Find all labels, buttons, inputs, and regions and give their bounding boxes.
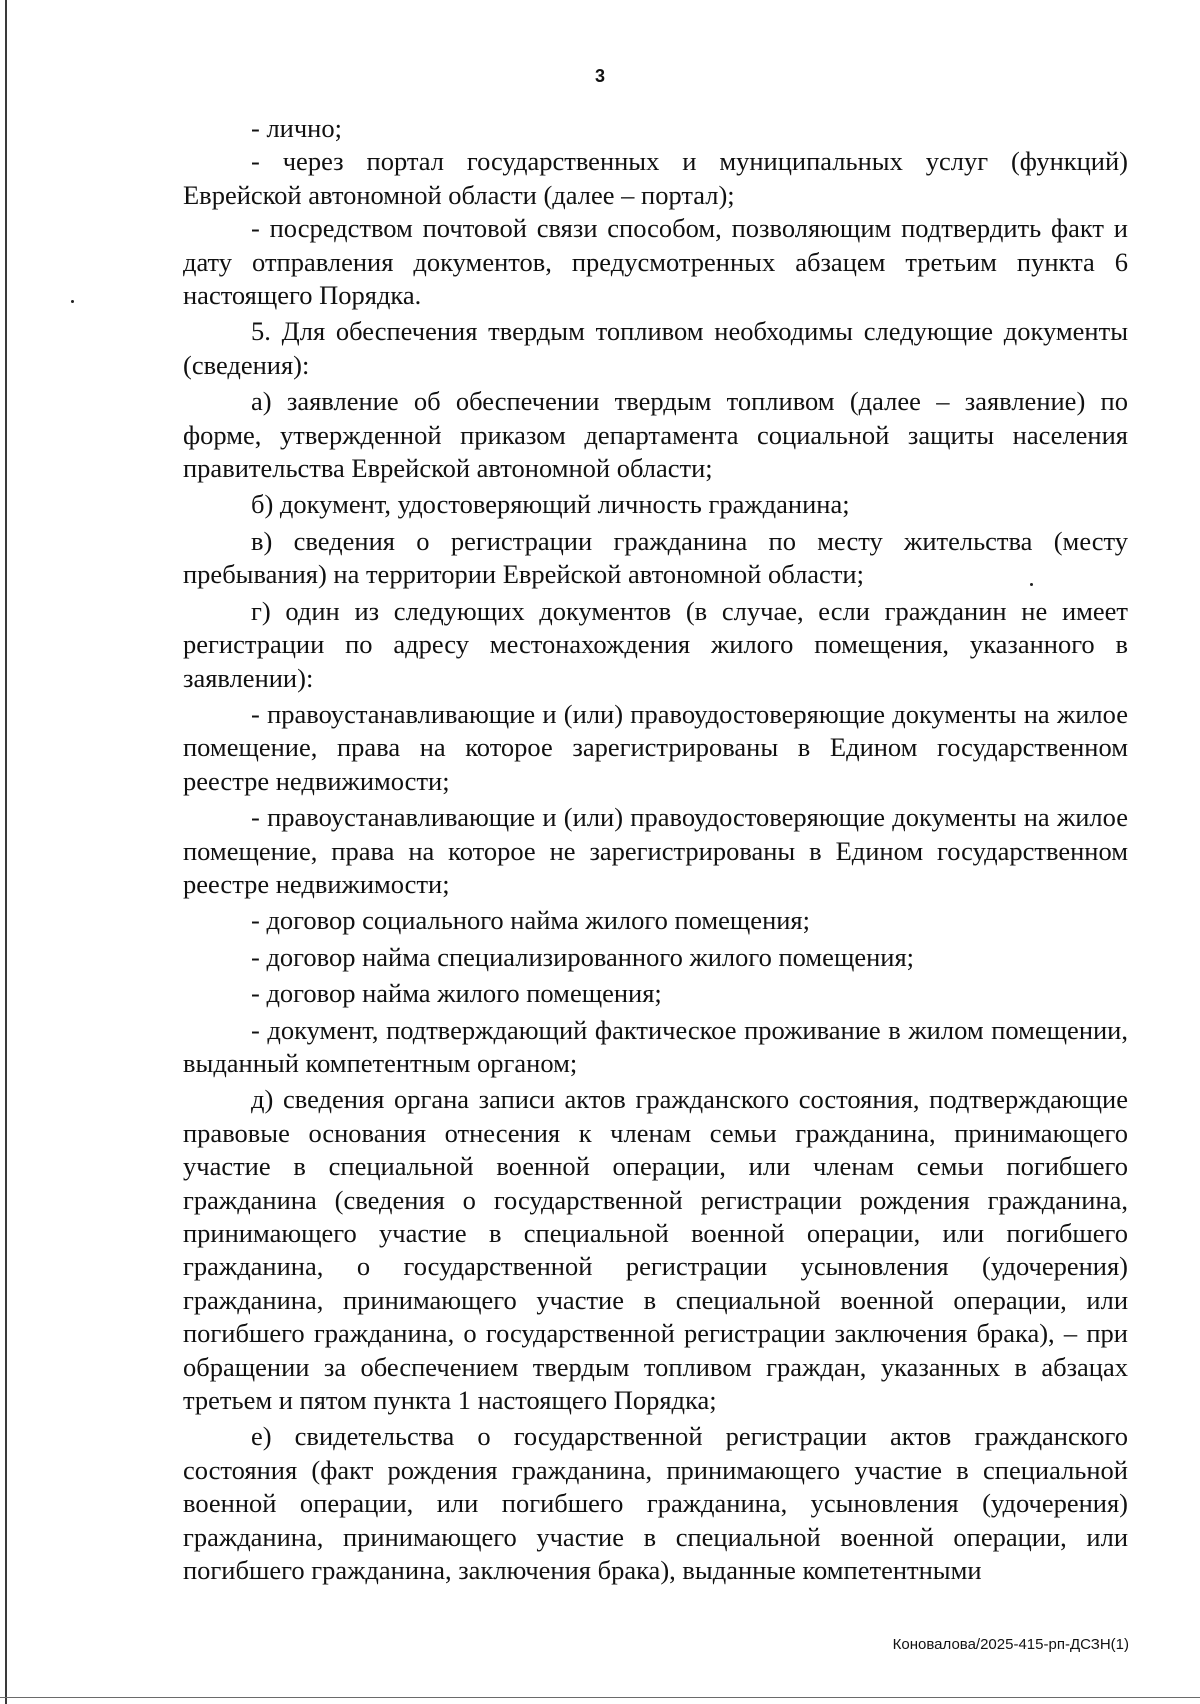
paragraph-lease: - договор найма жилого помещения; (251, 978, 662, 1009)
scan-speck (71, 300, 74, 303)
paragraph-unregistered-docs: - правоустанавливающие и (или) правоудостоверяющие документы на жилое помещение, права на которое не зарегистрированы в Едином государственном реестре недвижимости; (183, 802, 1128, 899)
paragraph-postal: - посредством почтовой связи способом, позволяющим подтвердить факт и дату отправления документов, предусмотренных абзацем третьим пункта 6 настоящего Порядка. (183, 213, 1128, 311)
paragraph-specialized-lease: - договор найма специализированного жилого помещения; (251, 941, 915, 972)
paragraph-personally: - лично; (251, 113, 342, 143)
paragraph-item-5: 5. Для обеспечения твердым топливом необходимы следующие документы (сведения): (183, 316, 1128, 380)
paragraph-item-v: в) сведения о регистрации гражданина по месту жительства (месту пребывания) на территории Еврейской автономной области; (183, 525, 1128, 590)
paragraph-registered-docs: - правоустанавливающие и (или) правоудостоверяющие документы на жилое помещение, права на которое зарегистрированы в Едином государственном реестре недвижимости; (183, 698, 1128, 796)
paragraph-residence-proof: - документ, подтверждающий фактическое проживание в жилом помещении, выданный компетентным органом; (183, 1014, 1128, 1078)
paragraph-item-g: г) один из следующих документов (в случае, если гражданин не имеет регистрации по адресу местонахождения жилого помещения, указанного в заявлении): (183, 595, 1128, 693)
scan-edge-bottom (0, 1697, 1200, 1698)
scan-edge-left (5, 0, 7, 1704)
document-text (183, 112, 1128, 1587)
paragraph-social-lease: - договор социального найма жилого помещения; (251, 905, 810, 936)
document-footer-code: Коновалова/2025-415-рп-ДСЗН(1) (892, 1636, 1129, 1653)
paragraph-portal: - через портал государственных и муниципальных услуг (функций) Еврейской автономной области (далее – портал); (183, 146, 1128, 210)
page-number: 3 (594, 66, 605, 86)
paragraph-item-e: е) свидетельства о государственной регистрации актов гражданского состояния (факт рождения гражданина, принимающего участие в специальной военной операции, или погибшего гражданина, усыновления (удочерения) гражданина, принимающего участие в специальной военной операции, или погибшего гражданина, заключения брака), выданные компетентными (183, 1421, 1128, 1586)
paragraph-item-b: б) документ, удостоверяющий личность гражданина; (251, 489, 850, 520)
paragraph-item-a: а) заявление об обеспечении твердым топливом (далее – заявление) по форме, утвержденной приказом департамента социальной защиты населения правительства Еврейской автономной области; (183, 386, 1128, 484)
paragraph-item-d: д) сведения органа записи актов гражданского состояния, подтверждающие правовые основания отнесения к членам семьи гражданина, принимающего участие в специальной военной операции, или членам семьи погибшего гражданина (сведения о государственной регистрации рождения гражданина, принимающего участие в специальной военной операции, или погибшего гражданина, о государственной регистрации усыновления (удочерения) гражданина, принимающего участие в специальной военной операции, или погибшего гражданина, о государственной регистрации заключения брака), – при обращении за обеспечением твердым топливом граждан, указанных в абзацах третьем и пятом пункта 1 настоящего Порядка; (183, 1084, 1128, 1416)
